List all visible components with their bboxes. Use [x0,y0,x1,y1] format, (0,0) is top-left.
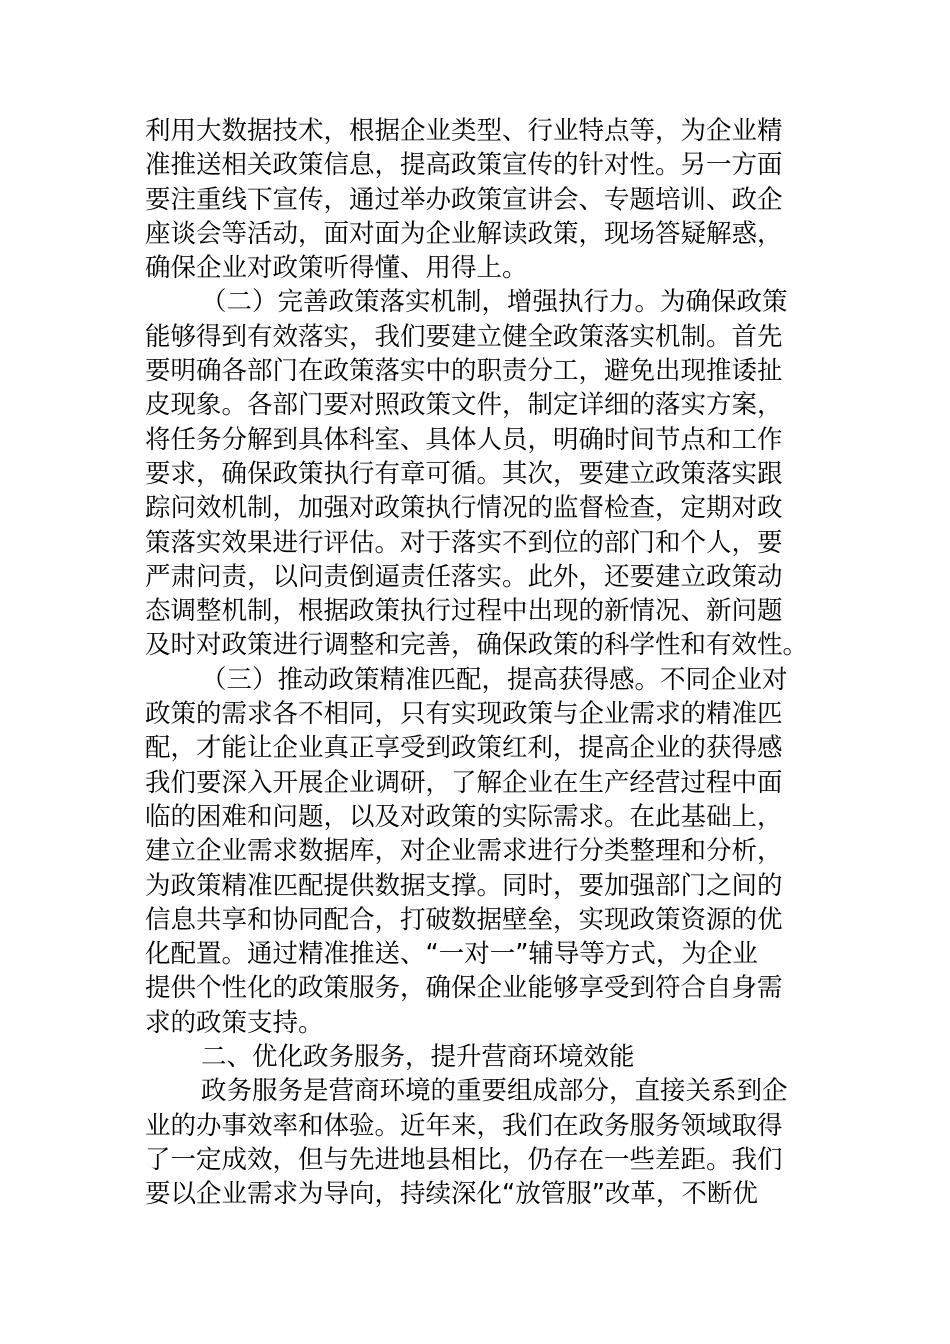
text-line: 要以企业需求为导向，持续深化“放管服”改革，不断优 [145,1179,758,1210]
text-line: 态调整机制，根据政策执行过程中出现的新情况、新问题 [145,596,783,627]
text-line: 要求，确保政策执行有章可循。其次，要建立政策落实跟 [145,458,783,489]
text-line: 信息共享和协同配合，打破数据壁垒，实现政策资源的优 [145,904,783,935]
text-line: 要明确各部门在政策落实中的职责分工，避免出现推诿扯 [145,356,783,387]
text-line: 政策的需求各不相同，只有实现政策与企业需求的精准匹 [145,699,783,730]
paragraph-start-line: （三）推动政策精准匹配，提高获得感。不同企业对 [201,664,788,695]
section-heading: 二、优化政务服务，提升营商环境效能 [201,1042,635,1073]
paragraph-start-line: 政务服务是营商环境的重要组成部分，直接关系到企 [201,1076,788,1107]
text-line: 皮现象。各部门要对照政策文件，制定详细的落实方案， [145,390,783,421]
text-line: 为政策精准匹配提供数据支撑。同时，要加强部门之间的 [145,870,783,901]
text-line: 我们要深入开展企业调研，了解企业在生产经营过程中面 [145,767,783,798]
text-line: 准推送相关政策信息，提高政策宣传的针对性。另一方面 [145,150,783,181]
text-line: 座谈会等活动，面对面为企业解读政策，现场答疑解惑， [145,218,783,249]
text-line: 确保企业对政策听得懂、用得上。 [145,253,528,284]
text-line: 利用大数据技术，根据企业类型、行业特点等，为企业精 [145,116,783,146]
text-line: 了一定成效，但与先进地县相比，仍存在一些差距。我们 [145,1144,783,1175]
text-line: 求的政策支持。 [145,1007,324,1038]
text-line: 配，才能让企业真正享受到政策红利，提高企业的获得感 [145,733,783,764]
text-line: 临的困难和问题，以及对政策的实际需求。在此基础上， [145,801,783,832]
text-line: 策落实效果进行评估。对于落实不到位的部门和个人，要 [145,527,783,558]
text-line: 化配置。通过精准推送、“一对一”辅导等方式，为企业 [145,939,758,970]
paragraph-start-line: （二）完善政策落实机制，增强执行力。为确保政策 [201,287,788,318]
text-line: 将任务分解到具体科室、具体人员，明确时间节点和工作 [145,424,783,455]
text-line: 业的办事效率和体验。近年来，我们在政务服务领域取得 [145,1110,783,1141]
text-line: 能够得到有效落实，我们要建立健全政策落实机制。首先 [145,321,783,352]
body-text [145,114,815,1212]
text-line: 严肃问责，以问责倒逼责任落实。此外，还要建立政策动 [145,561,783,592]
text-line: 踪问效机制，加强对政策执行情况的监督检查，定期对政 [145,493,783,524]
text-line: 建立企业需求数据库，对企业需求进行分类整理和分析， [145,836,783,867]
text-line: 提供个性化的政策服务，确保企业能够享受到符合自身需 [145,973,783,1004]
text-line: 及时对政策进行调整和完善，确保政策的科学性和有效性。 [145,630,809,661]
text-line: 要注重线下宣传，通过举办政策宣讲会、专题培训、政企 [145,184,783,215]
